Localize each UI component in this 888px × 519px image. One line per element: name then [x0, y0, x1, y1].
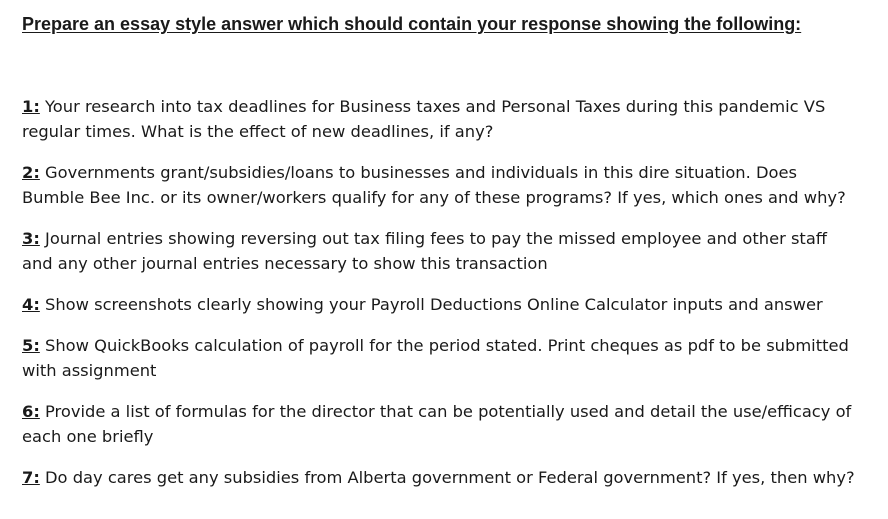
question-item-1	[22, 94, 862, 144]
question-number: 7:	[22, 468, 40, 487]
question-number: 4:	[22, 295, 40, 314]
question-number: 3:	[22, 229, 40, 248]
question-text: Do day cares get any subsidies from Alberta government or Federal government? If yes, then why?	[39, 468, 855, 487]
question-item-3	[22, 226, 862, 276]
question-item-5	[22, 333, 862, 383]
question-text: Show screenshots clearly showing your Payroll Deductions Online Calculator inputs and answer	[39, 295, 823, 314]
question-item-6	[22, 399, 862, 449]
question-item-7	[22, 465, 862, 490]
question-text: Provide a list of formulas for the director that can be potentially used and detail the use/efficacy of each one briefly	[22, 402, 852, 446]
question-number: 5:	[22, 336, 40, 355]
question-text: Show QuickBooks calculation of payroll for the period stated. Print cheques as pdf to be submitted with assignment	[22, 336, 849, 380]
question-text: Journal entries showing reversing out tax filing fees to pay the missed employee and other staff and any other journal entries necessary to show this transaction	[22, 229, 828, 273]
question-number: 1:	[22, 97, 40, 116]
question-list	[22, 94, 862, 506]
question-text: Governments grant/subsidies/loans to businesses and individuals in this dire situation. Does Bumble Bee Inc. or its owner/workers qualify for any of these programs? If yes, which ones and why?	[22, 163, 846, 207]
question-item-2	[22, 160, 862, 210]
question-item-4	[22, 292, 862, 317]
question-text: Your research into tax deadlines for Business taxes and Personal Taxes during this pandemic VS regular times. What is the effect of new deadlines, if any?	[22, 97, 826, 141]
page-heading: Prepare an essay style answer which should contain your response showing the following:	[22, 14, 802, 34]
question-number: 6:	[22, 402, 40, 421]
question-number: 2:	[22, 163, 40, 182]
